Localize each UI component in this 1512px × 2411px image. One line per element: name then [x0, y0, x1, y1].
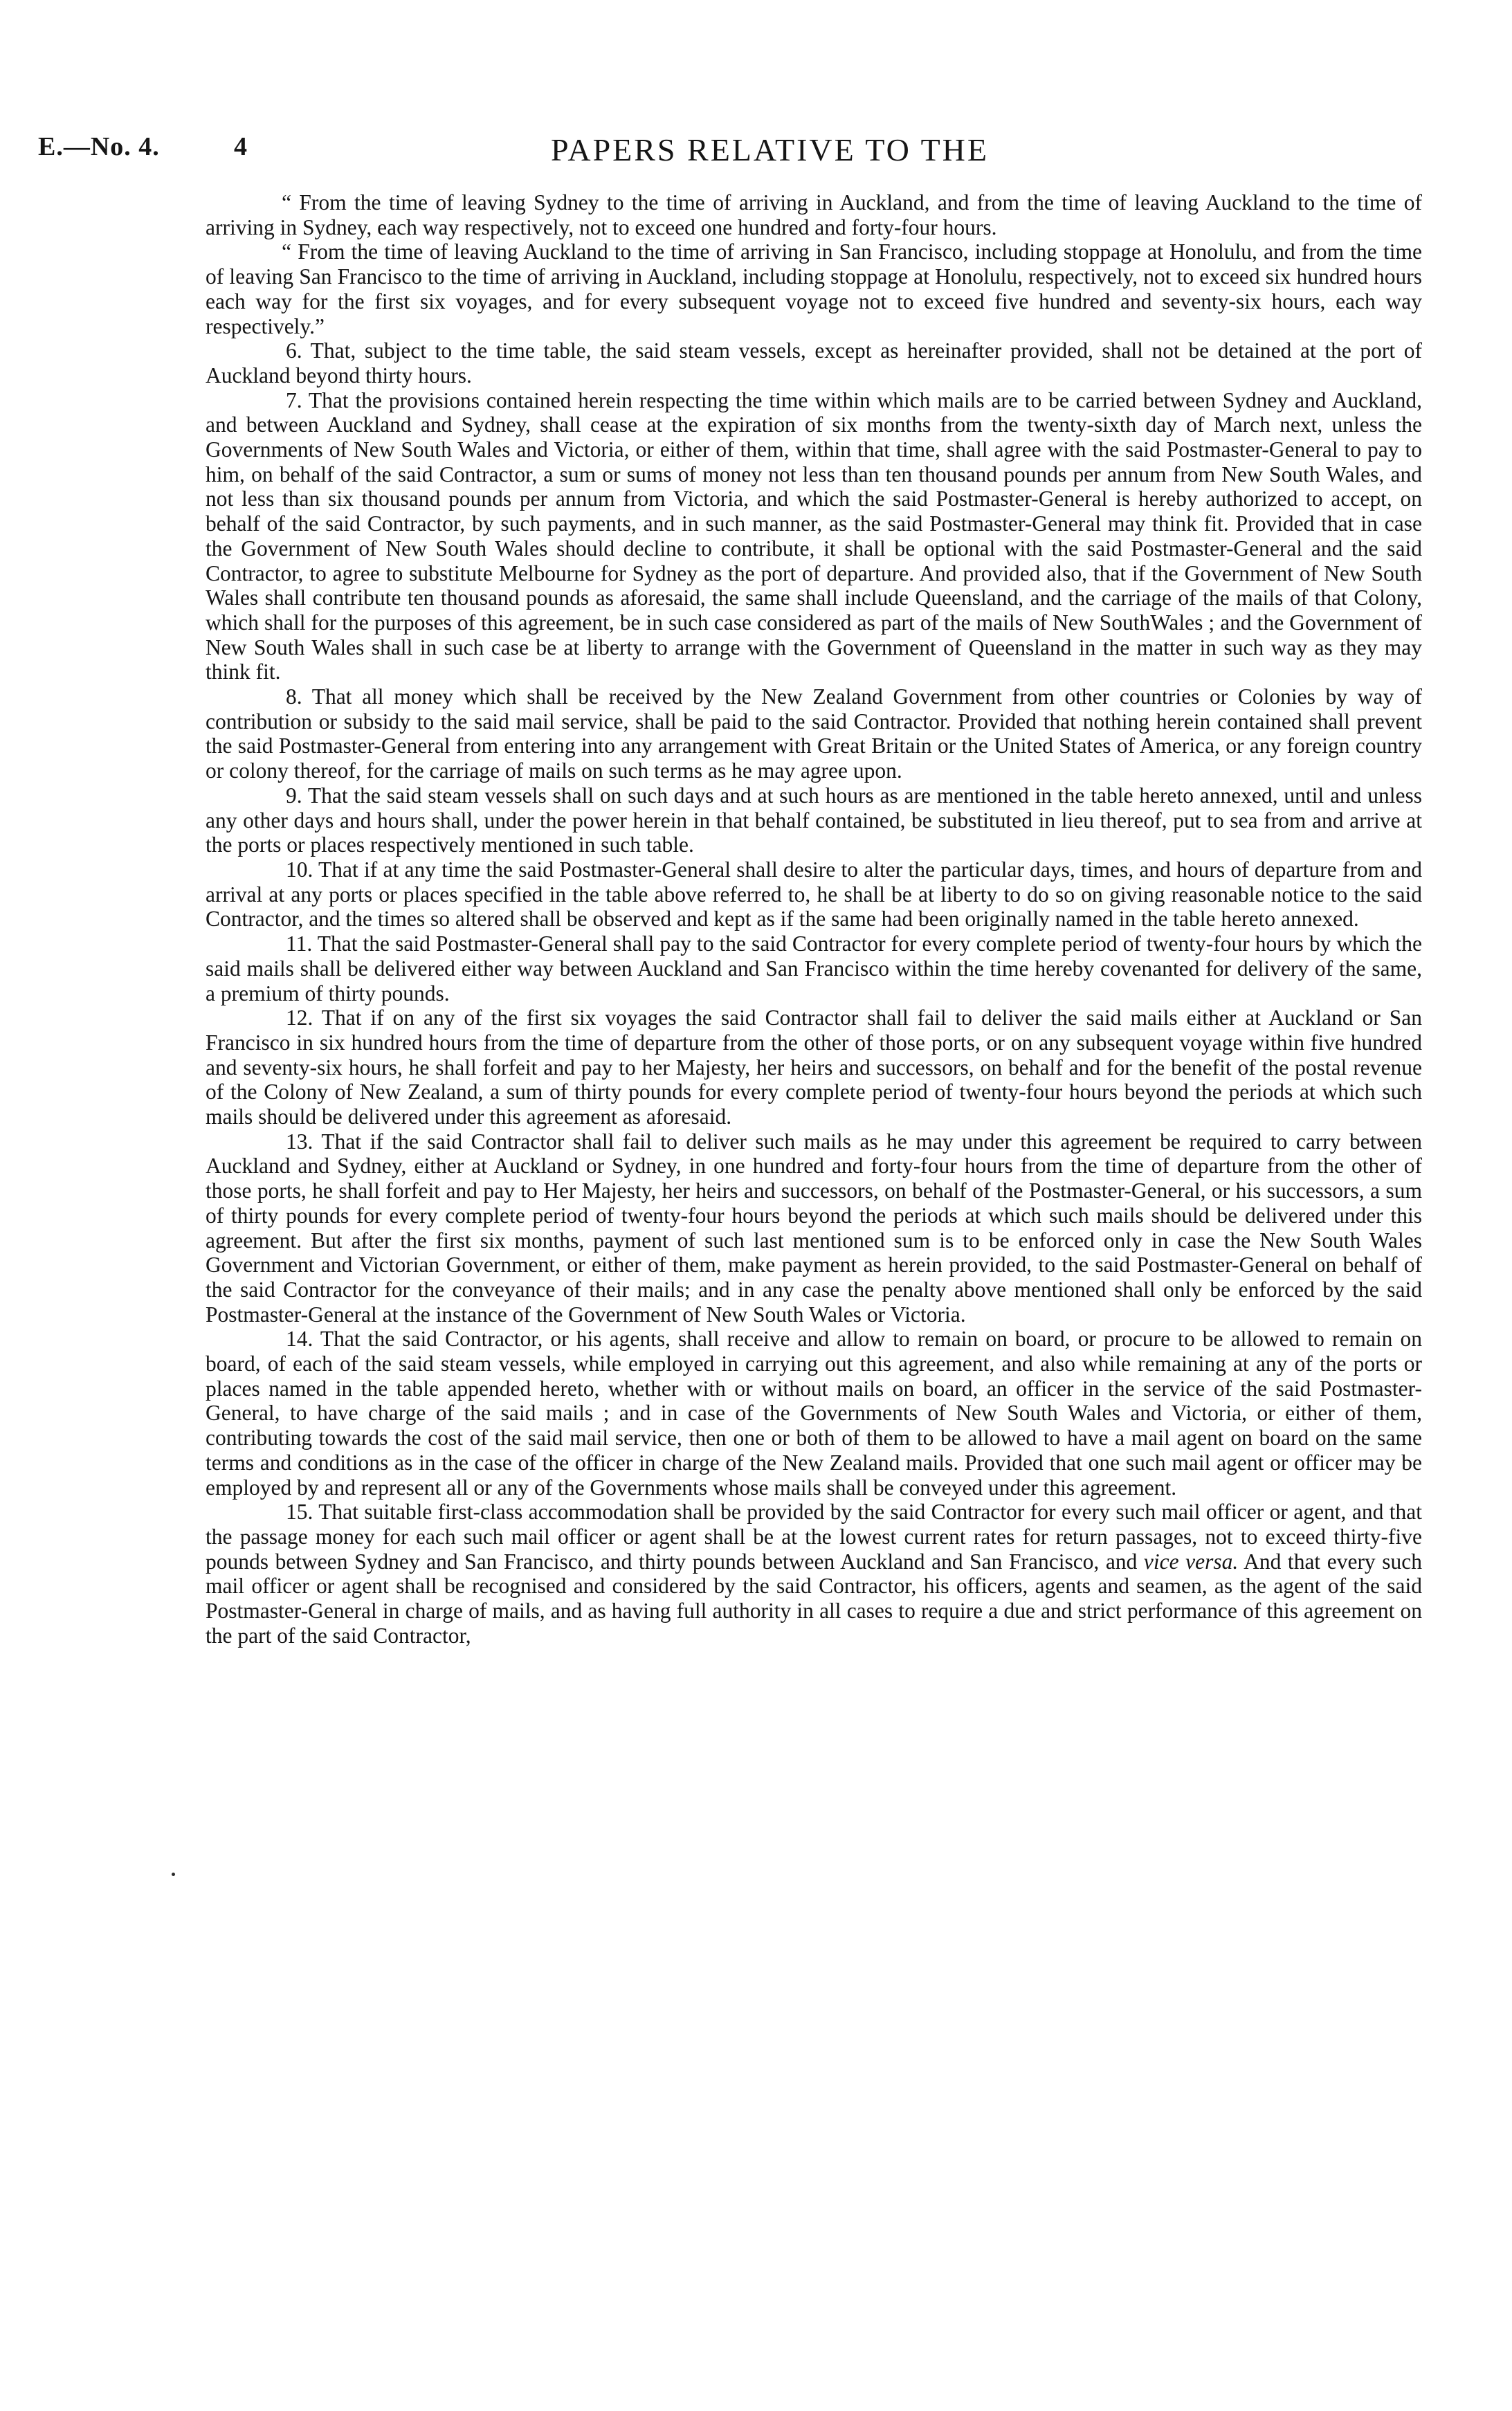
document-body — [206, 190, 1422, 1648]
paragraph-15 — [206, 1500, 1422, 1648]
paragraph-11: 11. That the said Postmaster-General shall pay to the said Contractor for every complete period of twenty-four hours by which the said mails shall be delivered either way between Auckland and San Francisco within the time hereby covenanted for delivery of the same, a premium of thirty pounds. — [206, 931, 1422, 1006]
paragraph-15-text-after: And that every such mail officer or agent shall be recognised and considered by the said Contractor, his officers, agents and seamen, as the agent of the said Postmaster-General in charge of mails, and as having full authority in all cases to require a due and strict performance of this agreement on the part of the said Contractor, — [206, 1549, 1422, 1648]
paragraph-14: 14. That the said Contractor, or his agents, shall receive and allow to remain on board, or procure to be allowed to remain on board, of each of the said steam vessels, while employed in carrying out this agreement, and also while remaining at any of the ports or places named in the table appended hereto, whether with or without mails on board, an officer in the service of the said Postmaster-General, to have charge of the said mails ; and in case of the Governments of New South Wales and Victoria, or either of them, contributing towards the cost of the said mail service, then one or both of them to be allowed to have a mail agent on board on the same terms and conditions as in the case of the officer in charge of the New Zealand mails. Provided that one such mail agent or officer may be employed by and represent all or any of the Governments whose mails shall be conveyed under this agreement. — [206, 1327, 1422, 1500]
paragraph-quote-sydney-auckland: “ From the time of leaving Sydney to the time of arriving in Auckland, and from the time of leaving Auckland to the time of arriving in Sydney, each way respectively, not to exceed one hundred and forty-four hours. — [206, 190, 1422, 239]
margin-ink-dot — [172, 1873, 175, 1876]
page-header — [38, 131, 1474, 173]
paragraph-15-italic-phrase: vice versa. — [1143, 1549, 1239, 1574]
running-title: PAPERS RELATIVE TO THE — [550, 132, 989, 167]
paragraph-8: 8. That all money which shall be received by the New Zealand Government from other countries or Colonies by way of contribution or subsidy to the said mail service, shall be paid to the said Contractor. Provided that nothing herein contained shall prevent the said Postmaster-General from entering into any arrangement with Great Britain or the United States of America, or any foreign country or colony thereof, for the carriage of mails on such terms as he may agree upon. — [206, 684, 1422, 783]
paragraph-9: 9. That the said steam vessels shall on such days and at such hours as are mentioned in the table hereto annexed, until and unless any other days and hours shall, under the power herein in that behalf contained, be substituted in lieu thereof, put to sea from and arrive at the ports or places respectively mentioned in such table. — [206, 783, 1422, 857]
paragraph-12: 12. That if on any of the first six voyages the said Contractor shall fail to deliver the said mails either at Auckland or San Francisco in six hundred hours from the time of departure from the other of those ports, or on any subsequent voyage within five hundred and seventy-six hours, he shall forfeit and pay to her Majesty, her heirs and successors, on behalf and for the benefit of the postal revenue of the Colony of New Zealand, a sum of thirty pounds for every complete period of twenty-four hours beyond the periods at which such mails should be delivered under this agreement as aforesaid. — [206, 1006, 1422, 1129]
paragraph-6: 6. That, subject to the time table, the said steam vessels, except as hereinafter provided, shall not be detained at the port of Auckland beyond thirty hours. — [206, 338, 1422, 388]
paragraph-10: 10. That if at any time the said Postmaster-General shall desire to alter the particular days, times, and hours of departure from and arrival at any ports or places specified in the table above referred to, he shall be at liberty to do so on giving reasonable notice to the said Contractor, and the times so altered shall be observed and kept as if the same had been originally named in the table hereto annexed. — [206, 857, 1422, 931]
paragraph-7: 7. That the provisions contained herein respecting the time within which mails are to be carried between Sydney and Auckland, and between Auckland and Sydney, shall cease at the expiration of six months from the twenty-sixth day of March next, unless the Governments of New South Wales and Victoria, or either of them, within that time, shall agree with the said Postmaster-General to pay to him, on behalf of the said Contractor, a sum or sums of money not less than ten thousand pounds per annum from New South Wales, and not less than six thousand pounds per annum from Victoria, and which the said Postmaster-General is hereby authorized to accept, on behalf of the said Contractor, by such payments, and in such manner, as the said Postmaster-General may think fit. Provided that in case the Government of New South Wales should decline to contribute, it shall be optional with the said Postmaster-General and the said Contractor, to agree to substitute Melbourne for Sydney as the port of departure. And provided also, that if the Government of New South Wales shall contribute ten thousand pounds as aforesaid, the same shall include Queensland, and the carriage of the mails of that Colony, which shall for the purposes of this agreement, be in such case considered as part of the mails of New SouthWales ; and the Government of New South Wales shall in such case be at liberty to arrange with the Government of Queensland in the matter in such way as they may think fit. — [206, 388, 1422, 684]
paragraph-15-text-before: 15. That suitable first-class accommodation shall be provided by the said Contractor for every such mail officer or agent, and that the passage money for each such mail officer or agent shall be at the lowest current rates for return passages, not to exceed thirty-five pounds between Sydney and San Francisco, and thirty pounds between Auckland and San Francisco, and — [206, 1500, 1422, 1574]
document-code: E.—No. 4. — [38, 132, 160, 161]
paragraph-quote-auckland-san-francisco: “ From the time of leaving Auckland to the time of arriving in San Francisco, including stoppage at Honolulu, and from the time of leaving San Francisco to the time of arriving in Auckland, including stoppage at Honolulu, respectively, not to exceed six hundred hours each way for the first six voyages, and for every subsequent voyage not to exceed five hundred and seventy-six hours, each way respectively.” — [206, 239, 1422, 338]
page-number: 4 — [234, 132, 247, 161]
paragraph-13: 13. That if the said Contractor shall fail to deliver such mails as he may under this agreement be required to carry between Auckland and Sydney, either at Auckland or Sydney, in one hundred and forty-four hours from the time of departure from the other of those ports, he shall forfeit and pay to Her Majesty, her heirs and successors, on behalf of the Postmaster-General, or his successors, a sum of thirty pounds for every complete period of twenty-four hours beyond the periods at which such mails should be delivered under this agreement. But after the first six months, payment of such last mentioned sum is to be enforced only in case the New South Wales Government and Victorian Government, or either of them, make payment as herein provided, to the said Postmaster-General on behalf of the said Contractor for the conveyance of their mails; and in any case the penalty above mentioned shall only be enforced by the said Postmaster-General at the instance of the Government of New South Wales or Victoria. — [206, 1129, 1422, 1327]
